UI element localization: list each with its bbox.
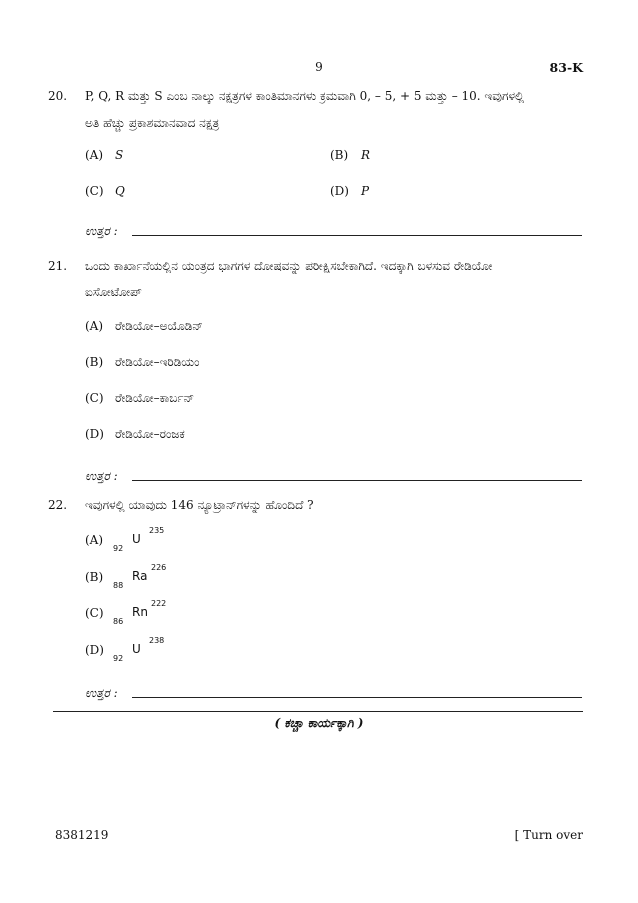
question-20-text-line1: P, Q, R ಮತ್ತು S ಎಂಬ ನಾಲ್ಕು ನಕ್ಷತ್ರಗಳ ಕಾಂತಿಮಾನಗಳು ಕ್ರಮವಾಗಿ 0, – 5, + 5 ಮತ್ತು – 10. ಇವುಗಳಲ್ಲಿ [85, 89, 525, 103]
q22-option-a-symbol: U [132, 532, 141, 546]
q22-option-a-label: (A) [85, 533, 104, 547]
q22-option-b-label: (B) [85, 570, 104, 584]
q22-answer-label: ಉತ್ತರ : [85, 686, 118, 700]
q22-option-a-mass-number: 235 [149, 526, 165, 535]
footer-code: 8381219 [55, 828, 109, 842]
question-21-number: 21. [48, 259, 68, 273]
q22-option-b-atomic-number: 88 [113, 581, 124, 590]
q22-option-a-isotope [113, 526, 173, 556]
q20-option-a-label: (A) [85, 148, 104, 162]
q21-option-b-label: (B) [85, 355, 104, 369]
q20-option-d-label: (D) [330, 184, 349, 198]
q22-answer-line[interactable] [132, 697, 582, 698]
q22-option-c-symbol: Rn [132, 605, 148, 619]
q20-option-c-label: (C) [85, 184, 104, 198]
q21-option-d-text: ರೇಡಿಯೋ–ರಂಜಕ [115, 427, 185, 441]
q21-answer-label: ಉತ್ತರ : [85, 469, 118, 483]
q22-option-c-isotope [113, 599, 173, 629]
q21-option-a-label: (A) [85, 319, 104, 333]
paper-code: 83-K [549, 60, 583, 75]
question-20-text-line2: ಅತಿ ಹೆಚ್ಚು ಪ್ರಕಾಶಮಾನವಾದ ನಕ್ಷತ್ರ [85, 116, 220, 130]
q22-option-d-symbol: U [132, 642, 141, 656]
page-number: 9 [315, 60, 323, 74]
q22-option-d-mass-number: 238 [149, 636, 165, 645]
q22-option-c-atomic-number: 86 [113, 617, 124, 626]
q22-option-b-isotope [113, 563, 173, 593]
q21-option-b-text: ರೇಡಿಯೋ–ಇರಿಡಿಯಂ [115, 355, 200, 369]
question-21-text-line2: ಐಸೋಟೋಪ್ [85, 285, 142, 299]
question-22-text: ಇವುಗಳಲ್ಲಿ ಯಾವುದು 146 ನ್ಯೂಟ್ರಾನ್‌ಗಳನ್ನು ಹೊಂದಿದೆ ? [85, 498, 314, 512]
rough-work-label: ( ಕಚ್ಚಾ ಕಾರ್ಯಕ್ಕಾಗಿ ) [274, 716, 364, 730]
section-divider [53, 711, 583, 712]
q22-option-a-atomic-number: 92 [113, 544, 124, 553]
q20-option-b-label: (B) [330, 148, 349, 162]
q21-option-d-label: (D) [85, 427, 104, 441]
q20-option-c-text: Q [115, 184, 125, 198]
q22-option-d-atomic-number: 92 [113, 654, 124, 663]
q22-option-d-label: (D) [85, 643, 104, 657]
q22-option-b-mass-number: 226 [151, 563, 167, 572]
q21-option-c-text: ರೇಡಿಯೋ–ಕಾರ್ಬನ್ [115, 391, 195, 405]
q20-option-b-text: R [361, 148, 371, 162]
q21-option-a-text: ರೇಡಿಯೋ–ಅಯೊಡಿನ್ [115, 319, 203, 333]
q22-option-b-symbol: Ra [132, 569, 148, 583]
q21-answer-line[interactable] [132, 480, 582, 481]
turn-over-label: [ Turn over [514, 828, 583, 842]
question-21-text-line1: ಒಂದು ಕಾರ್ಖಾನೆಯಲ್ಲಿನ ಯಂತ್ರದ ಭಾಗಗಳ ದೋಷವನ್ನು ಪರೀಕ್ಷಿಸಬೇಕಾಗಿದೆ. ಇದಕ್ಕಾಗಿ ಬಳಸುವ ರೇಡಿಯೋ [85, 259, 493, 273]
q22-option-d-isotope [113, 636, 173, 666]
q22-option-c-label: (C) [85, 606, 104, 620]
q22-option-c-mass-number: 222 [151, 599, 167, 608]
question-22-number: 22. [48, 498, 68, 512]
q20-answer-line[interactable] [132, 235, 582, 236]
q20-option-a-text: S [115, 148, 124, 162]
q20-answer-label: ಉತ್ತರ : [85, 224, 118, 238]
q20-option-d-text: P [361, 184, 370, 198]
question-20-number: 20. [48, 89, 68, 103]
q21-option-c-label: (C) [85, 391, 104, 405]
